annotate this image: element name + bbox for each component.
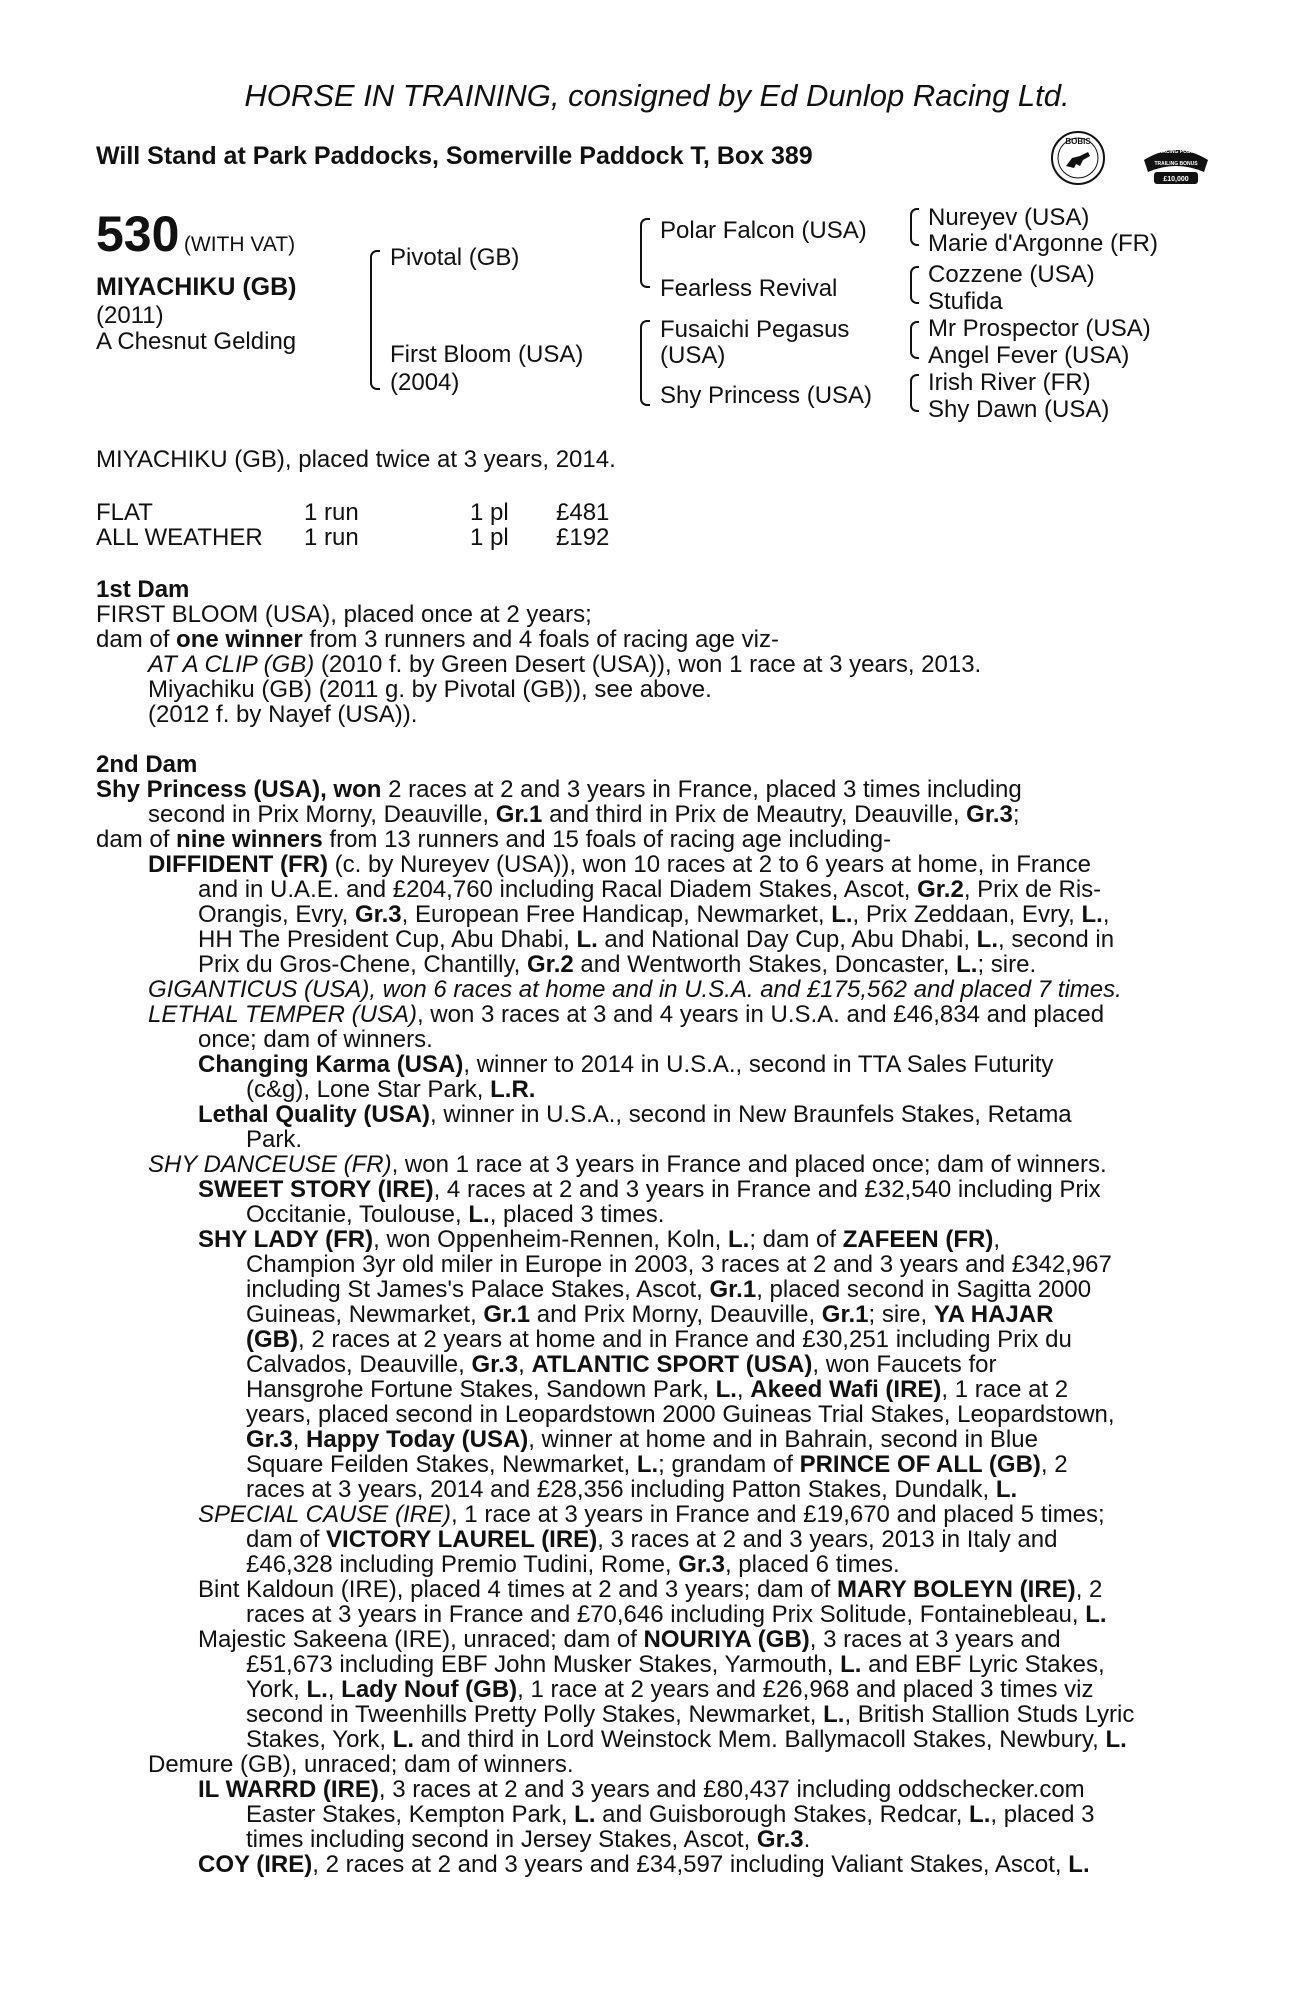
pedigree-dam-dam: Shy Princess (USA) [660, 382, 873, 409]
produce-line: Prix du Gros-Chene, Chantilly, Gr.2 and Wentworth Stakes, Doncaster, L.; sire. [198, 951, 1037, 978]
record-earnings: £481 [556, 499, 610, 526]
produce-line: York, L., Lady Nouf (GB), 1 race at 2 years and £26,968 and placed 3 times viz [246, 1676, 1094, 1703]
produce-line: Guineas, Newmarket, Gr.1 and Prix Morny, Deauville, Gr.1; sire, YA HAJAR [246, 1301, 1054, 1328]
produce-line: Gr.3, Happy Today (USA), winner at home and in Bahrain, second in Blue [246, 1426, 1038, 1453]
pedigree-dam-sire-line2: (USA) [660, 342, 726, 369]
page-title: HORSE IN TRAINING, consigned by Ed Dunlop Racing Ltd. [244, 78, 1070, 113]
produce-line: (c&g), Lone Star Park, L.R. [246, 1076, 536, 1103]
produce-line: races at 3 years, 2014 and £28,356 including Patton Stakes, Dundalk, L. [246, 1476, 1018, 1503]
produce-line: Demure (GB), unraced; dam of winners. [148, 1751, 574, 1778]
produce-line: GIGANTICUS (USA), won 6 races at home and in U.S.A. and £175,562 and placed 7 times. [148, 976, 1122, 1003]
lot-number: 530 [96, 206, 180, 262]
pedigree-gen3-6: Angel Fever (USA) [928, 342, 1130, 369]
pedigree-brace-gen1 [370, 250, 380, 390]
pedigree-sire-sire: Polar Falcon (USA) [660, 217, 867, 244]
pedigree-gen3-3: Cozzene (USA) [928, 261, 1095, 288]
record-runs: 1 run [304, 524, 359, 551]
produce-line: SHY LADY (FR), won Oppenheim-Rennen, Koln, L.; dam of ZAFEEN (FR), [198, 1226, 1001, 1253]
produce-line: Calvados, Deauville, Gr.3, ATLANTIC SPORT (USA), won Faucets for [246, 1351, 997, 1378]
trailing-bonus-badge [1140, 138, 1212, 190]
second-dam-heading: 2nd Dam [96, 751, 198, 778]
pedigree-brace-gen3-3 [910, 321, 919, 359]
produce-line: HH The President Cup, Abu Dhabi, L. and National Day Cup, Abu Dhabi, L., second in [198, 926, 1115, 953]
first-dam-produce: (2012 f. by Nayef (USA)). [148, 701, 418, 728]
produce-line: Stakes, York, L. and third in Lord Weinstock Mem. Ballymacoll Stakes, Newbury, L. [246, 1726, 1127, 1753]
pedigree-brace-gen2-top [640, 218, 650, 288]
produce-line: IL WARRD (IRE), 3 races at 2 and 3 years and £80,437 including oddschecker.com [198, 1776, 1085, 1803]
second-dam-line: Shy Princess (USA), won 2 races at 2 and 3 years in France, placed 3 times including [96, 776, 1022, 803]
produce-line: Square Feilden Stakes, Newmarket, L.; grandam of PRINCE OF ALL (GB), 2 [246, 1451, 1068, 1478]
pedigree-gen3-4: Stufida [928, 288, 1003, 315]
first-dam-line: FIRST BLOOM (USA), placed once at 2 years; [96, 601, 592, 628]
produce-line: COY (IRE), 2 races at 2 and 3 years and £34,597 including Valiant Stakes, Ascot, L. [198, 1851, 1090, 1878]
produce-line: SPECIAL CAUSE (IRE), 1 race at 3 years in France and £19,670 and placed 5 times; [198, 1501, 1105, 1528]
pedigree-brace-gen3-2 [910, 266, 919, 304]
pedigree-dam-line2: (2004) [390, 369, 460, 396]
foal-year: (2011) [96, 302, 164, 329]
pedigree-gen3-1: Nureyev (USA) [928, 204, 1090, 231]
horse-name: MIYACHIKU (GB) [96, 273, 297, 301]
produce-line: including St James's Palace Stakes, Ascot, Gr.1, placed second in Sagitta 2000 [246, 1276, 1092, 1303]
pedigree-brace-gen2-bottom [640, 320, 650, 406]
pedigree-gen3-2: Marie d'Argonne (FR) [928, 230, 1158, 257]
second-dam-line: second in Prix Morny, Deauville, Gr.1 and third in Prix de Meautry, Deauville, Gr.3; [148, 801, 1020, 828]
produce-line: DIFFIDENT (FR) (c. by Nureyev (USA)), won 10 races at 2 to 6 years at home, in France [148, 851, 1091, 878]
produce-line: second in Tweenhills Pretty Polly Stakes, Newmarket, L., British Stallion Studs Lyric [246, 1701, 1135, 1728]
produce-line: LETHAL TEMPER (USA), won 3 races at 3 and 4 years in U.S.A. and £46,834 and placed [148, 1001, 1105, 1028]
produce-line: Occitanie, Toulouse, L., placed 3 times. [246, 1201, 665, 1228]
bobis-logo-icon [1050, 130, 1106, 186]
record-type: FLAT [96, 499, 153, 526]
produce-line: Changing Karma (USA), winner to 2014 in U.S.A., second in TTA Sales Futurity [198, 1051, 1054, 1078]
record-earnings: £192 [556, 524, 610, 551]
produce-line: Orangis, Evry, Gr.3, European Free Handicap, Newmarket, L., Prix Zeddaan, Evry, L., [198, 901, 1110, 928]
trailing-top-text: RACING POST [1158, 149, 1194, 155]
bobis-text: BOBIS [1065, 137, 1091, 146]
produce-line: Majestic Sakeena (IRE), unraced; dam of NOURIYA (GB), 3 races at 3 years and [198, 1626, 1061, 1653]
lot-number-line [96, 205, 295, 263]
pedigree-dam-sire-line1: Fusaichi Pegasus [660, 316, 850, 343]
produce-line: once; dam of winners. [198, 1026, 433, 1053]
bobis-badge [1050, 130, 1106, 186]
horse-description: A Chesnut Gelding [96, 328, 297, 355]
pedigree-dam-line1: First Bloom (USA) [390, 341, 584, 368]
produce-line: Lethal Quality (USA), winner in U.S.A., second in New Braunfels Stakes, Retama [198, 1101, 1072, 1128]
vat-note: (WITH VAT) [183, 233, 296, 256]
race-summary: MIYACHIKU (GB), placed twice at 3 years, 2014. [96, 446, 616, 473]
record-type: ALL WEATHER [96, 524, 263, 551]
first-dam-produce: AT A CLIP (GB) (2010 f. by Green Desert (USA)), won 1 race at 3 years, 2013. [148, 651, 982, 678]
first-dam-line: dam of one winner from 3 runners and 4 foals of racing age viz- [96, 626, 779, 653]
produce-line: Hansgrohe Fortune Stakes, Sandown Park, L., Akeed Wafi (IRE), 1 race at 2 [246, 1376, 1069, 1403]
trailing-amount-text: £10,000 [1163, 176, 1189, 183]
produce-line: and in U.A.E. and £204,760 including Racal Diadem Stakes, Ascot, Gr.2, Prix de Ris- [198, 876, 1102, 903]
stand-location: Will Stand at Park Paddocks, Somerville Paddock T, Box 389 [96, 142, 813, 170]
produce-line: £51,673 including EBF John Musker Stakes, Yarmouth, L. and EBF Lyric Stakes, [246, 1651, 1105, 1678]
pedigree-gen3-8: Shy Dawn (USA) [928, 396, 1110, 423]
produce-line: Champion 3yr old miler in Europe in 2003, 3 races at 2 and 3 years and £342,967 [246, 1251, 1112, 1278]
produce-line: SHY DANCEUSE (FR), won 1 race at 3 years in France and placed once; dam of winners. [148, 1151, 1107, 1178]
pedigree-brace-gen3-1 [910, 208, 919, 246]
produce-line: (GB), 2 races at 2 years at home and in France and £30,251 including Prix du [246, 1326, 1072, 1353]
produce-line: SWEET STORY (IRE), 4 races at 2 and 3 years in France and £32,540 including Prix [198, 1176, 1101, 1203]
second-dam-line: dam of nine winners from 13 runners and 15 foals of racing age including- [96, 826, 892, 853]
produce-line: times including second in Jersey Stakes, Ascot, Gr.3. [246, 1826, 811, 1853]
pedigree-sire-dam: Fearless Revival [660, 275, 838, 302]
pedigree-gen3-5: Mr Prospector (USA) [928, 315, 1151, 342]
produce-line: Bint Kaldoun (IRE), placed 4 times at 2 and 3 years; dam of MARY BOLEYN (IRE), 2 [198, 1576, 1103, 1603]
produce-line: years, placed second in Leopardstown 2000 Guineas Trial Stakes, Leopardstown, [246, 1401, 1115, 1428]
first-dam-produce: Miyachiku (GB) (2011 g. by Pivotal (GB)), see above. [148, 676, 712, 703]
trailing-mid-text: TRAILING BONUS [1154, 161, 1198, 167]
trailing-bonus-icon [1140, 138, 1212, 190]
produce-line: Park. [246, 1126, 303, 1153]
produce-line: £46,328 including Premio Tudini, Rome, Gr.3, placed 6 times. [246, 1551, 900, 1578]
produce-line: races at 3 years in France and £70,646 including Prix Solitude, Fontainebleau, L. [246, 1601, 1107, 1628]
pedigree-sire: Pivotal (GB) [390, 244, 520, 271]
record-placed: 1 pl [470, 524, 509, 551]
produce-line: Easter Stakes, Kempton Park, L. and Guisborough Stakes, Redcar, L., placed 3 [246, 1801, 1095, 1828]
pedigree-gen3-7: Irish River (FR) [928, 369, 1091, 396]
record-placed: 1 pl [470, 499, 509, 526]
first-dam-heading: 1st Dam [96, 576, 190, 603]
record-runs: 1 run [304, 499, 359, 526]
pedigree-brace-gen3-4 [910, 374, 919, 412]
produce-line: dam of VICTORY LAUREL (IRE), 3 races at 2 and 3 years, 2013 in Italy and [246, 1526, 1058, 1553]
